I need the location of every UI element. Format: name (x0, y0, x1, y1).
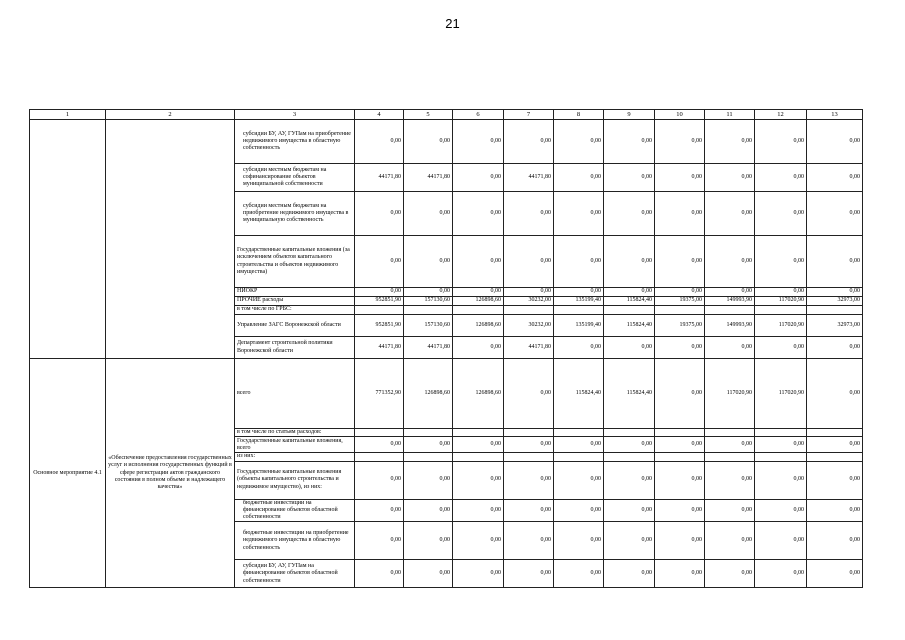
value-cell (554, 306, 604, 315)
value-cell (504, 429, 554, 437)
value-cell: 0,00 (453, 499, 504, 522)
value-cell: 0,00 (554, 437, 604, 453)
column-header: 7 (504, 110, 554, 120)
budget-table-body (30, 110, 863, 588)
value-cell: 149993,90 (705, 297, 755, 306)
row-label: Департамент строительной политики Воронежской области (235, 337, 355, 359)
empty-cell (30, 120, 106, 359)
row-label: Управление ЗАГС Воронежской области (235, 315, 355, 337)
column-header: 13 (807, 110, 863, 120)
value-cell: 0,00 (554, 288, 604, 297)
row-label: субсидии БУ, АУ, ГУПам на финансирование объектов областной собственности (235, 560, 355, 588)
column-header: 3 (235, 110, 355, 120)
column-header: 8 (554, 110, 604, 120)
value-cell: 0,00 (705, 461, 755, 499)
value-cell: 0,00 (755, 236, 807, 288)
row-label: субсидии местным бюджетам на софинансирование объектов муниципальной собственности (235, 164, 355, 192)
value-cell: 0,00 (554, 560, 604, 588)
value-cell: 0,00 (705, 236, 755, 288)
value-cell: 952851,90 (355, 297, 404, 306)
value-cell: 44171,80 (355, 164, 404, 192)
value-cell: 44171,80 (404, 337, 453, 359)
value-cell: 0,00 (404, 120, 453, 164)
value-cell: 0,00 (554, 120, 604, 164)
value-cell: 0,00 (504, 288, 554, 297)
value-cell: 0,00 (504, 359, 554, 429)
value-cell: 0,00 (705, 164, 755, 192)
value-cell: 0,00 (755, 461, 807, 499)
value-cell: 0,00 (807, 164, 863, 192)
value-cell (404, 306, 453, 315)
value-cell: 0,00 (554, 164, 604, 192)
value-cell: 0,00 (604, 164, 655, 192)
value-cell: 952851,90 (355, 315, 404, 337)
value-cell: 0,00 (655, 192, 705, 236)
value-cell: 0,00 (807, 522, 863, 560)
value-cell: 0,00 (355, 192, 404, 236)
value-cell: 0,00 (355, 522, 404, 560)
value-cell: 0,00 (807, 192, 863, 236)
value-cell (504, 306, 554, 315)
row-label: ПРОЧИЕ расходы (235, 297, 355, 306)
event-title: «Обеспечение предоставления государственных услуг и исполнения государственных функций в сфере регистрации актов гражданского состояния в полном объеме и надлежащего качества» (106, 359, 235, 588)
value-cell: 0,00 (705, 192, 755, 236)
value-cell: 19375,00 (655, 315, 705, 337)
value-cell: 44171,80 (404, 164, 453, 192)
value-cell: 0,00 (554, 236, 604, 288)
value-cell: 0,00 (807, 337, 863, 359)
row-label: субсидии местным бюджетам на приобретение недвижимого имущества в муниципальную собственность (235, 192, 355, 236)
column-header-row (30, 110, 863, 120)
column-header: 5 (404, 110, 453, 120)
value-cell: 0,00 (655, 522, 705, 560)
value-cell: 0,00 (604, 288, 655, 297)
value-cell: 0,00 (355, 499, 404, 522)
value-cell (453, 453, 504, 461)
value-cell: 0,00 (453, 437, 504, 453)
value-cell: 0,00 (355, 288, 404, 297)
value-cell: 0,00 (655, 359, 705, 429)
value-cell: 30232,00 (504, 297, 554, 306)
value-cell: 771352,90 (355, 359, 404, 429)
column-header: 2 (106, 110, 235, 120)
value-cell: 0,00 (604, 192, 655, 236)
value-cell: 0,00 (504, 461, 554, 499)
value-cell: 0,00 (655, 560, 705, 588)
value-cell (604, 453, 655, 461)
value-cell: 0,00 (755, 120, 807, 164)
value-cell: 115824,40 (604, 359, 655, 429)
value-cell: 117020,90 (705, 359, 755, 429)
value-cell (705, 306, 755, 315)
value-cell: 0,00 (355, 461, 404, 499)
value-cell: 0,00 (355, 560, 404, 588)
value-cell: 0,00 (404, 560, 453, 588)
value-cell: 0,00 (554, 192, 604, 236)
value-cell: 126898,60 (453, 297, 504, 306)
row-label: Государственные капитальные вложения (за исключением объектов капитального строительства и объектов недвижимого имущества) (235, 236, 355, 288)
value-cell: 44171,80 (355, 337, 404, 359)
value-cell: 0,00 (504, 192, 554, 236)
value-cell: 44171,80 (504, 337, 554, 359)
value-cell (604, 306, 655, 315)
value-cell: 0,00 (453, 288, 504, 297)
value-cell: 44171,80 (504, 164, 554, 192)
row-label: всего (235, 359, 355, 429)
value-cell: 0,00 (504, 560, 554, 588)
value-cell: 0,00 (404, 288, 453, 297)
row-label: НИОКР (235, 288, 355, 297)
value-cell: 0,00 (554, 461, 604, 499)
value-cell (355, 453, 404, 461)
value-cell (655, 429, 705, 437)
value-cell: 115824,40 (604, 315, 655, 337)
row-label: Государственные капитальные вложения (объекты капитального строительства и недвижимое имущество), из них: (235, 461, 355, 499)
value-cell: 0,00 (604, 522, 655, 560)
table-row (30, 120, 863, 164)
event-code: Основное мероприятие 4.1 (30, 359, 106, 588)
value-cell: 0,00 (705, 522, 755, 560)
value-cell (755, 306, 807, 315)
value-cell: 0,00 (807, 461, 863, 499)
value-cell: 117020,90 (755, 315, 807, 337)
value-cell (453, 429, 504, 437)
value-cell: 0,00 (604, 337, 655, 359)
value-cell: 0,00 (355, 236, 404, 288)
value-cell: 0,00 (705, 337, 755, 359)
value-cell: 157130,60 (404, 297, 453, 306)
empty-cell (106, 120, 235, 359)
value-cell: 0,00 (755, 288, 807, 297)
value-cell: 0,00 (755, 164, 807, 192)
value-cell: 0,00 (504, 499, 554, 522)
value-cell (404, 429, 453, 437)
value-cell: 0,00 (755, 437, 807, 453)
value-cell: 0,00 (504, 437, 554, 453)
budget-table (29, 109, 863, 588)
column-header: 1 (30, 110, 106, 120)
value-cell: 0,00 (604, 560, 655, 588)
column-header: 9 (604, 110, 655, 120)
value-cell: 0,00 (404, 499, 453, 522)
value-cell: 0,00 (355, 437, 404, 453)
value-cell: 0,00 (655, 437, 705, 453)
value-cell: 0,00 (604, 236, 655, 288)
value-cell: 0,00 (604, 437, 655, 453)
value-cell: 117020,90 (755, 359, 807, 429)
row-label: Государственные капитальные вложения, всего (235, 437, 355, 453)
value-cell: 0,00 (755, 522, 807, 560)
value-cell: 0,00 (807, 437, 863, 453)
value-cell: 157130,60 (404, 315, 453, 337)
value-cell: 0,00 (554, 337, 604, 359)
value-cell: 126898,60 (453, 315, 504, 337)
row-label: в том числе по ГРБС: (235, 306, 355, 315)
value-cell (404, 453, 453, 461)
page-number: 21 (445, 16, 460, 31)
value-cell: 0,00 (705, 288, 755, 297)
value-cell: 0,00 (453, 461, 504, 499)
value-cell: 126898,60 (404, 359, 453, 429)
value-cell: 0,00 (807, 499, 863, 522)
column-header: 6 (453, 110, 504, 120)
value-cell: 0,00 (705, 120, 755, 164)
value-cell: 0,00 (705, 560, 755, 588)
value-cell: 32973,00 (807, 315, 863, 337)
value-cell: 0,00 (705, 499, 755, 522)
value-cell: 0,00 (404, 437, 453, 453)
value-cell: 0,00 (655, 164, 705, 192)
value-cell (355, 429, 404, 437)
value-cell: 0,00 (453, 164, 504, 192)
value-cell: 149993,90 (705, 315, 755, 337)
value-cell: 135199,40 (554, 315, 604, 337)
row-label: субсидии БУ, АУ, ГУПам на приобретение недвижимого имущества в областную собственность (235, 120, 355, 164)
value-cell (655, 306, 705, 315)
table-row (30, 359, 863, 429)
value-cell: 0,00 (755, 192, 807, 236)
value-cell: 30232,00 (504, 315, 554, 337)
value-cell: 0,00 (504, 236, 554, 288)
value-cell: 0,00 (755, 337, 807, 359)
value-cell: 0,00 (655, 120, 705, 164)
value-cell: 0,00 (807, 120, 863, 164)
value-cell: 0,00 (453, 120, 504, 164)
row-label: бюджетные инвестиции на приобретение недвижимого имущества в областную собственность (235, 522, 355, 560)
value-cell: 0,00 (655, 461, 705, 499)
value-cell: 0,00 (453, 236, 504, 288)
value-cell: 0,00 (504, 522, 554, 560)
value-cell: 0,00 (755, 499, 807, 522)
value-cell: 0,00 (655, 236, 705, 288)
column-header: 4 (355, 110, 404, 120)
value-cell: 0,00 (453, 522, 504, 560)
value-cell: 115824,40 (604, 297, 655, 306)
value-cell: 0,00 (453, 192, 504, 236)
value-cell: 0,00 (453, 560, 504, 588)
value-cell: 32973,00 (807, 297, 863, 306)
value-cell: 0,00 (404, 522, 453, 560)
value-cell: 0,00 (404, 192, 453, 236)
value-cell (705, 453, 755, 461)
column-header: 10 (655, 110, 705, 120)
value-cell: 0,00 (604, 461, 655, 499)
value-cell: 0,00 (807, 560, 863, 588)
value-cell: 0,00 (655, 337, 705, 359)
value-cell (355, 306, 404, 315)
value-cell (705, 429, 755, 437)
value-cell: 0,00 (604, 120, 655, 164)
value-cell (604, 429, 655, 437)
value-cell: 0,00 (807, 288, 863, 297)
value-cell (554, 429, 604, 437)
value-cell (807, 306, 863, 315)
value-cell: 0,00 (807, 236, 863, 288)
value-cell: 0,00 (705, 437, 755, 453)
value-cell: 0,00 (404, 461, 453, 499)
value-cell: 0,00 (554, 499, 604, 522)
value-cell: 126898,60 (453, 359, 504, 429)
column-header: 12 (755, 110, 807, 120)
value-cell: 0,00 (807, 359, 863, 429)
value-cell: 115824,40 (554, 359, 604, 429)
value-cell: 0,00 (655, 288, 705, 297)
row-label: бюджетные инвестиции на финансирование объектов областной собственности (235, 499, 355, 522)
value-cell: 135199,40 (554, 297, 604, 306)
value-cell (755, 453, 807, 461)
row-label: в том числе по статьям расходов: (235, 429, 355, 437)
column-header: 11 (705, 110, 755, 120)
value-cell (504, 453, 554, 461)
value-cell: 0,00 (755, 560, 807, 588)
value-cell: 0,00 (604, 499, 655, 522)
value-cell: 117020,90 (755, 297, 807, 306)
value-cell: 0,00 (504, 120, 554, 164)
value-cell: 0,00 (355, 120, 404, 164)
value-cell: 19375,00 (655, 297, 705, 306)
value-cell (807, 429, 863, 437)
value-cell (453, 306, 504, 315)
value-cell (807, 453, 863, 461)
value-cell (655, 453, 705, 461)
value-cell: 0,00 (554, 522, 604, 560)
value-cell: 0,00 (453, 337, 504, 359)
value-cell: 0,00 (655, 499, 705, 522)
value-cell: 0,00 (404, 236, 453, 288)
value-cell (554, 453, 604, 461)
value-cell (755, 429, 807, 437)
row-label: из них: (235, 453, 355, 461)
